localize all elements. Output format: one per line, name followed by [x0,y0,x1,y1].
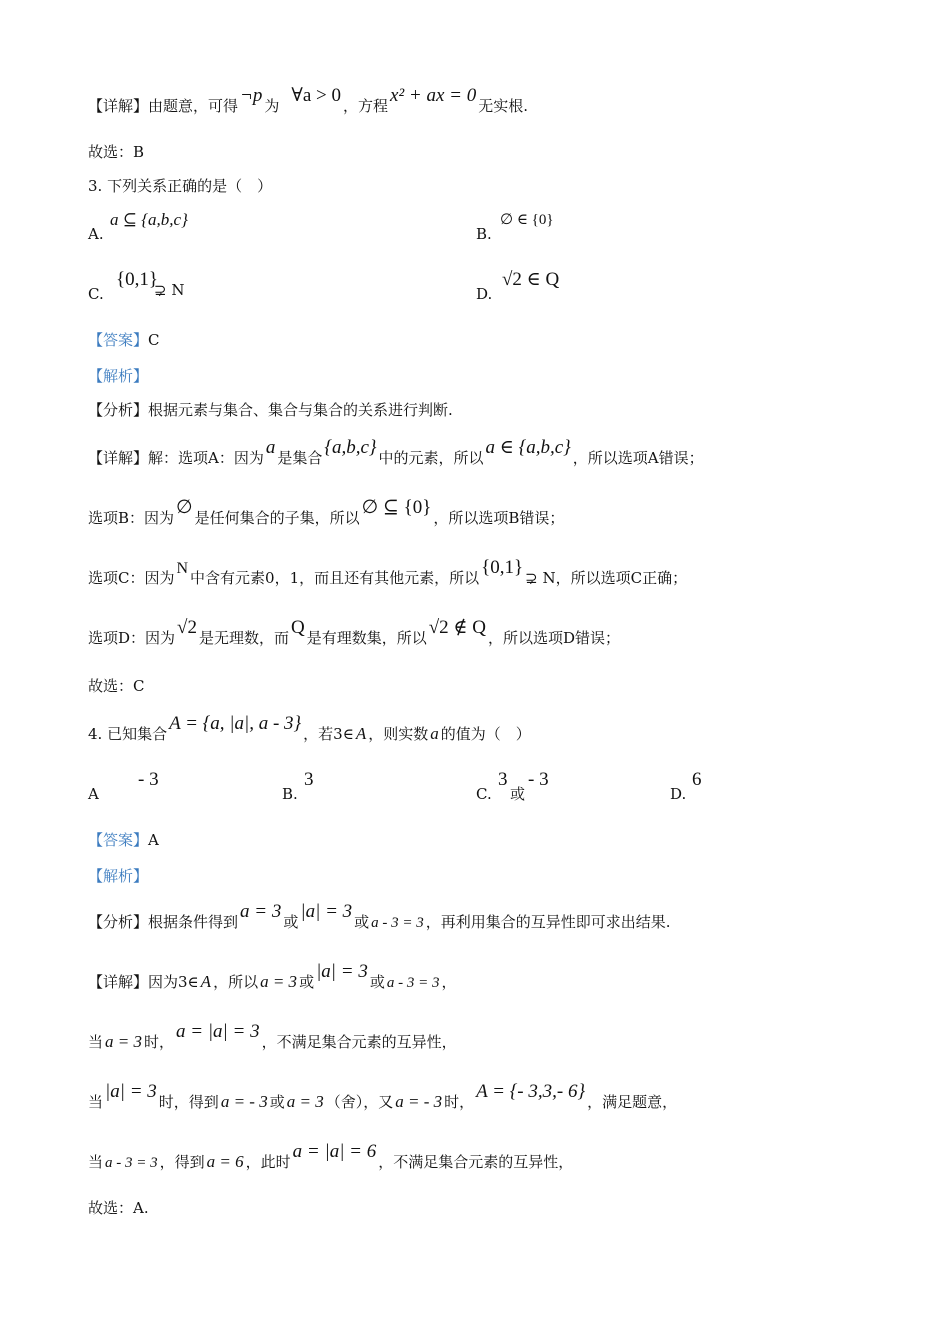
q2-choose: 故选：B [88,143,145,161]
math-forall: ∀a > 0 [291,85,341,106]
q4-choose: 故选：A. [88,1199,149,1217]
math-equation: x² + ax = 0 [390,85,477,106]
q4-detail-3: 当 |a| = 3 时，得到 a = - 3 或 a = 3 （舍），又 a = - 3 时， A = {- 3,3,- 6} ，满足题意， [88,1081,678,1111]
q4-option-c: C. 3 或 - 3 [476,769,549,803]
q4-option-b: B. 3 [282,769,314,803]
q4-detail-4: 当 a - 3 = 3 ，得到 a = 6 ，此时 a = |a| = 6 ，不满足集合元素的互异性， [88,1141,574,1171]
q2-detail-line: 【详解】由题意，可得 ¬p 为 ∀a > 0 ，方程 x² + ax = 0 无实根. [88,85,529,115]
q4-analysis-tag: 【解析】 [88,867,149,885]
q3-detail-c: 选项C：因为N中含有元素0，1，而且还有其他元素，所以 {0,1} ⊋ N，所以选项C正确； [88,557,688,587]
q4-option-a: A - 3 [88,769,159,803]
q3-answer: 【答案】C [88,331,160,349]
q4-fenxi: 【分析】根据条件得到 a = 3 或 |a| = 3 或 a - 3 = 3 ，再利用集合的互异性即可求出结果. [88,901,671,931]
q4-answer: 【答案】A [88,831,159,849]
q3-detail-b: 选项B：因为 ∅ 是任何集合的子集，所以 ∅ ⊆ {0} ，所以选项B错误； [88,497,565,527]
q3-option-c: C. {0,1} ⊋ N [88,269,185,303]
q3-detail-a: 【详解】解：选项A：因为 a 是集合 {a,b,c} 中的元素，所以 a ∈ {a,b,c} ，所以选项A错误； [88,437,704,467]
q4-detail-2: 当 a = 3 时， a = |a| = 3 ，不满足集合元素的互异性， [88,1021,457,1051]
q4-detail-1: 【详解】因为3∈ A ，所以 a = 3 或 |a| = 3 或 a - 3 = 3 ， [88,961,457,991]
math-neg-p: ¬p [240,85,263,106]
q3-analysis-tag: 【解析】 [88,367,149,385]
q3-fenxi: 【分析】根据元素与集合、集合与集合的关系进行判断. [88,401,453,419]
q3-option-a: A. a ⊆ {a,b,c} [88,210,188,243]
q4-option-d: D. 6 [670,769,702,803]
q3-option-d: D. √2 ∈ Q [476,269,560,303]
q4-stem: 4. 已知集合 A = {a, |a|, a - 3} ，若3∈ A ，则实数 a 的值为（ ） [88,713,531,743]
q3-detail-d: 选项D：因为 √2 是无理数，而 Q 是有理数集，所以 √2 ∉ Q ，所以选项D错误； [88,617,620,647]
q3-stem: 3. 下列关系正确的是（ ） [88,177,273,195]
detail-tag: 【详解】 [88,97,149,115]
q3-choose: 故选：C [88,677,145,695]
q3-option-b: B. ∅ ∈ {0} [476,212,554,243]
